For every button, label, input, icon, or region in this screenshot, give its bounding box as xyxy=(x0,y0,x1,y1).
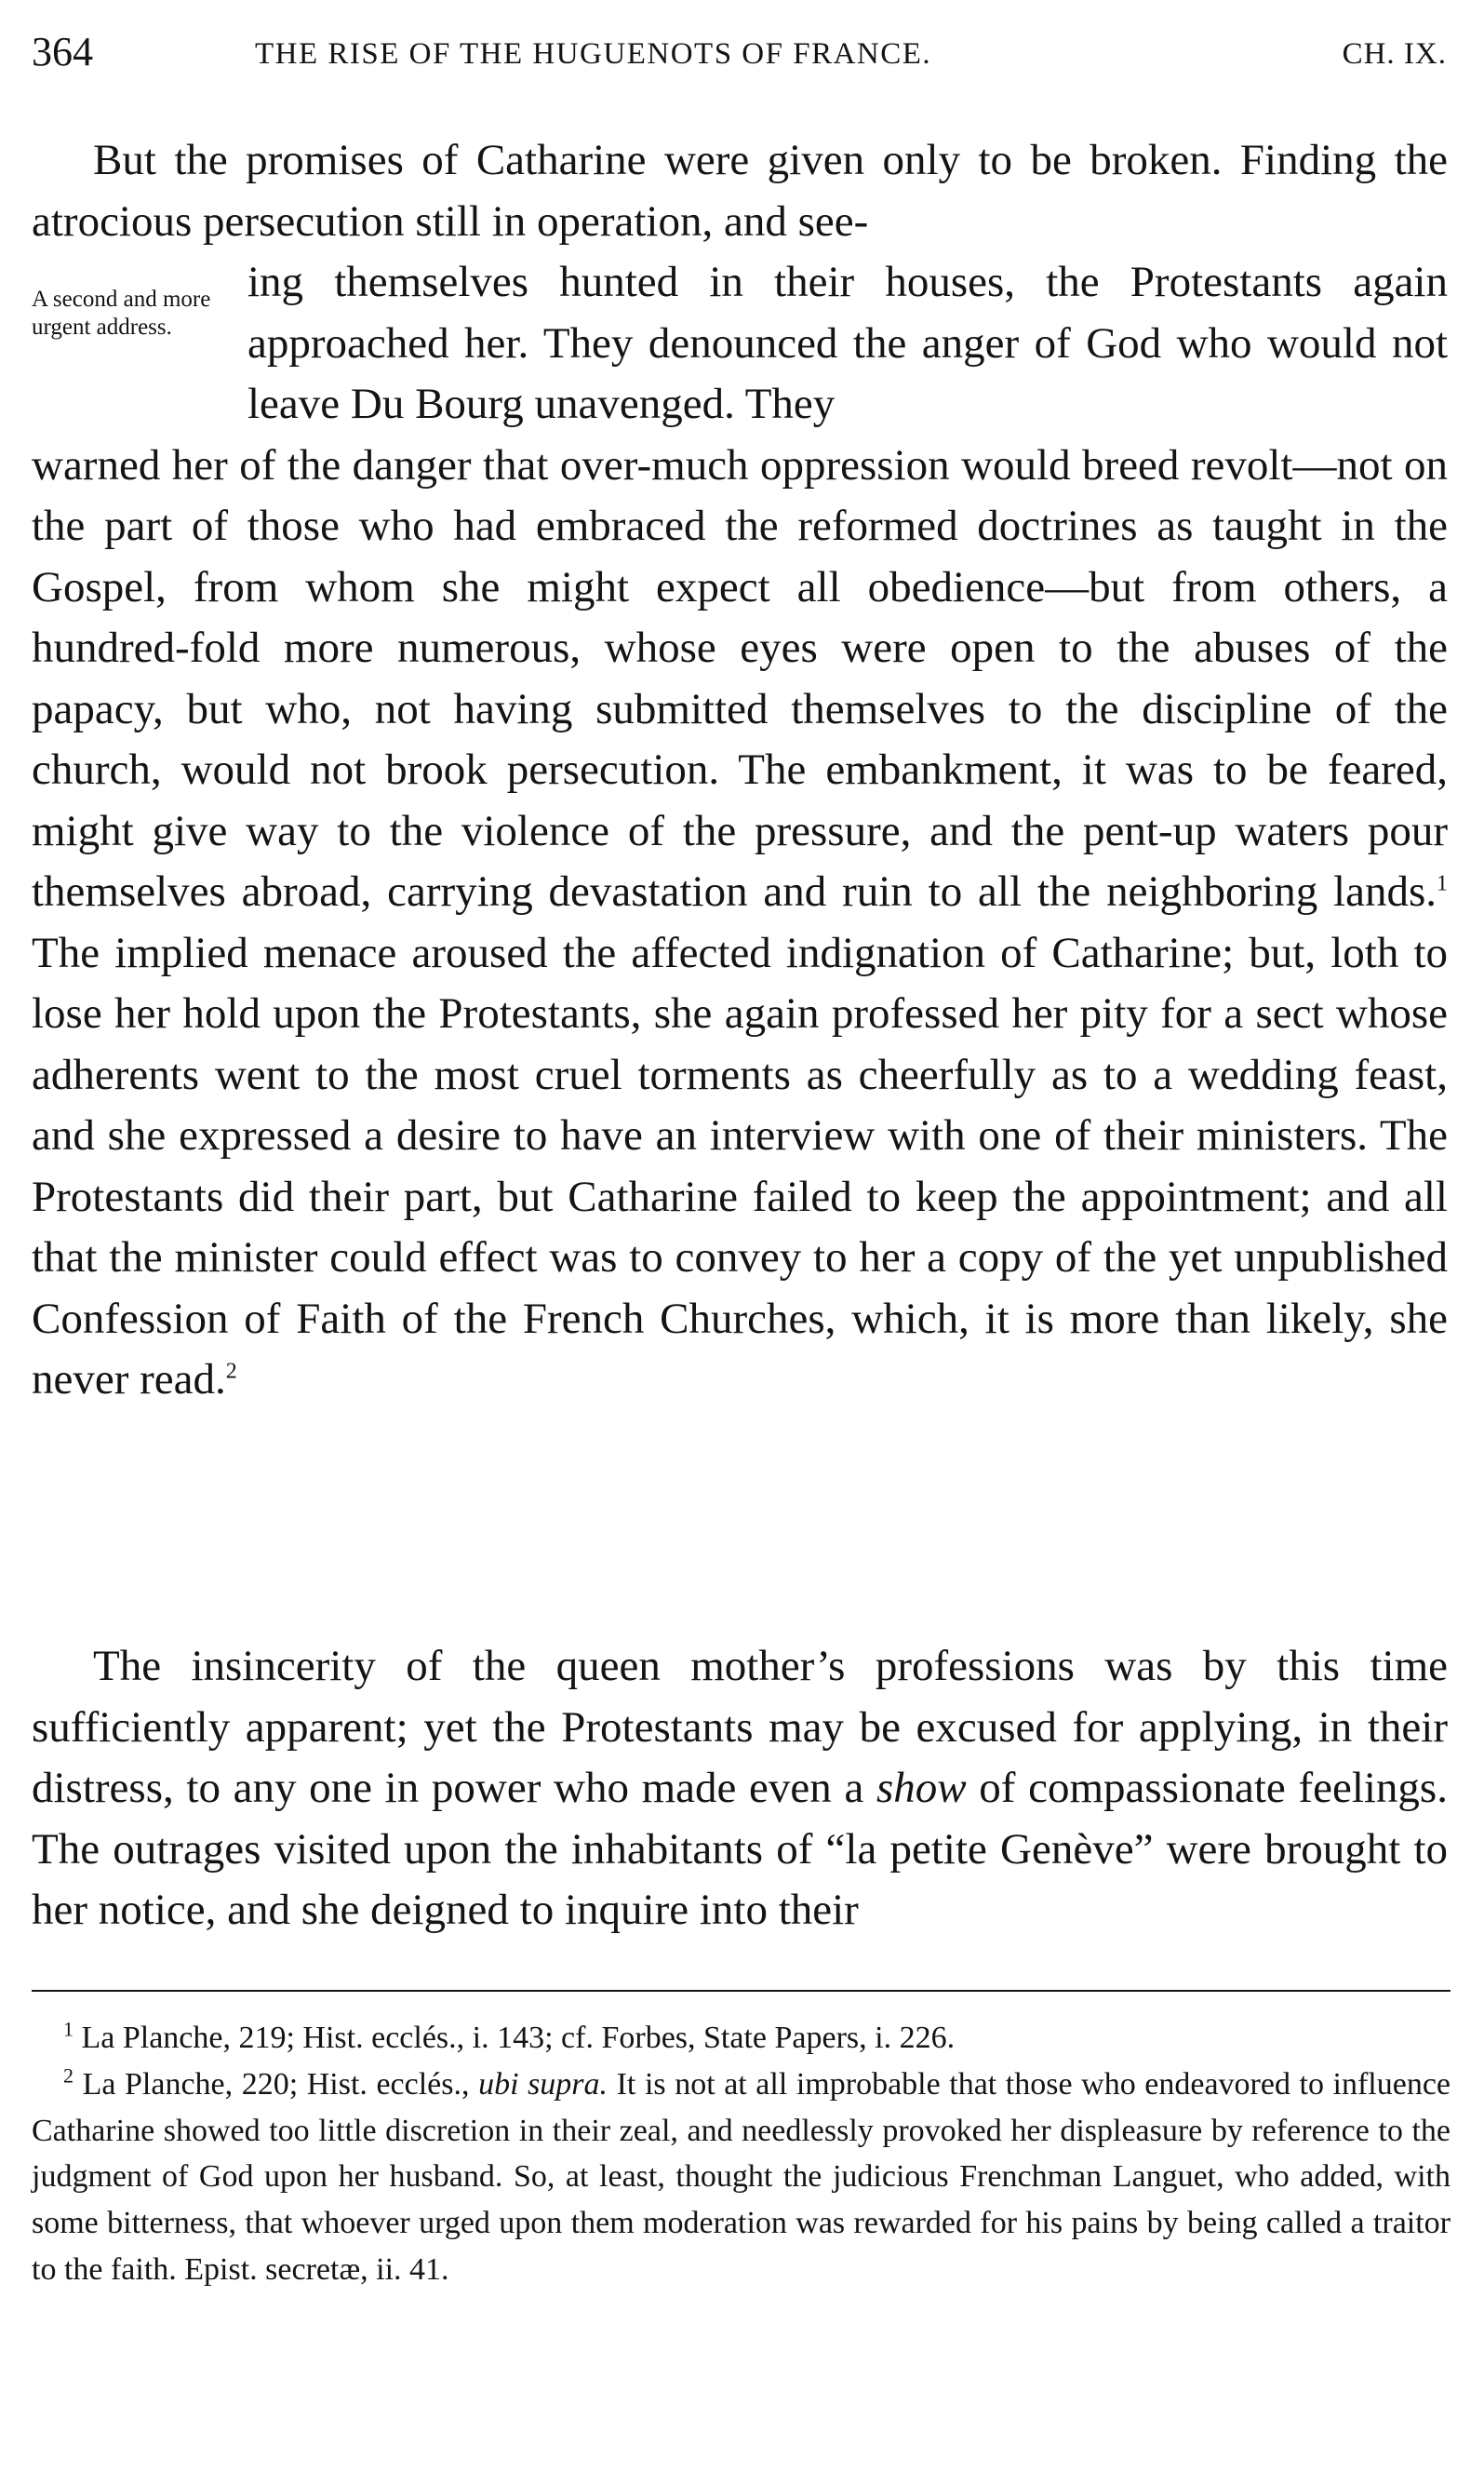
chapter-label: CH. IX. xyxy=(1342,37,1447,71)
running-title: THE RISE OF THE HUGUENOTS OF FRANCE. xyxy=(255,37,932,71)
paragraph-1-beside-note: ing themselves hunted in their houses, the Protestants again approached her. They denounced the anger of God who would not leave Du Bourg unavenged. They xyxy=(247,258,1448,428)
paragraph-1-lead: But the promises of Catharine were given only to be broken. Finding the atrocious persecution still in operation, and see- xyxy=(32,136,1448,246)
running-head xyxy=(32,24,1447,80)
footnote-2-text-a: La Planche, 220; Hist. ecclés., xyxy=(82,2066,479,2102)
footnote-ref-1[interactable]: 1 xyxy=(1437,871,1448,896)
footnote-2-italic: ubi supra. xyxy=(478,2066,608,2102)
footnote-2-marker: 2 xyxy=(63,2063,74,2088)
paragraph-2-text-a: The insincerity of the queen mother’s professions was by this time sufficiently apparent; yet the Protestants may be excused for applying, in their distress, to any one in power who made even a xyxy=(32,1642,1448,1812)
footnote-1-marker: 1 xyxy=(63,2017,74,2041)
footnote-ref-2[interactable]: 2 xyxy=(225,1359,237,1384)
footnote-2-text-b: It is not at all improbable that those who endeavored to influence Catharine showed too little discretion in their zeal, and needlessly provoked her displeasure by reference to the judgment of God upon her husband. So, at least, thought the judicious Frenchman Languet, who added, with some bitterness, that whoever urged upon them moderation was rewarded for his pains by being called a traitor to the faith. Epist. secretæ, ii. 41. xyxy=(32,2066,1451,2287)
footnote-2 xyxy=(32,2062,1451,2293)
paragraph-2-text-b: of compassionate feelings. The outrages visited upon the inhabitants of “la petite Genève” were brought to her notice, and she deigned to inquire into their xyxy=(32,1764,1448,1934)
sidenote-block xyxy=(32,252,1448,436)
footnote-1-text: La Planche, 219; Hist. ecclés., i. 143; cf. Forbes, State Papers, i. 226. xyxy=(81,2021,956,2055)
paragraph-2 xyxy=(32,1636,1448,1941)
emphasis-show: show xyxy=(876,1764,967,1812)
footnote-divider xyxy=(32,1990,1451,1992)
paragraph-1-text-a: warned her of the danger that over-much oppression would breed revolt—not on the part of those who had embraced the reformed doctrines as taught in the Gospel, from whom she might expect all obedience—but from others, a hundred-fold more numerous, whose eyes were open to the abuses of the papacy, but who, not having submitted themselves to the discipline of the church, would not brook persecution. The embankment, it was to be feared, might give way to the violence of the pressure, and the pent-up waters pour themselves abroad, carrying devastation and ruin to all the neighboring lands. xyxy=(32,440,1448,916)
footnote-1 xyxy=(32,2015,1451,2062)
margin-note: A second and more urgent address. xyxy=(32,287,211,340)
paragraph-1-rest xyxy=(32,436,1448,1411)
page-number: 364 xyxy=(32,29,93,74)
paragraph-1-text-b: The implied menace aroused the affected indignation of Catharine; but, loth to lose her hold upon the Protestants, she again professed her pity for a sect whose adherents went to the most cruel torments as cheerfully as to a wedding feast, and she expressed a desire to have an interview with one of their ministers. The Protestants did their part, but Catharine failed to keep the appointment; and all that the minister could effect was to convey to her a copy of the yet unpublished Confession of Faith of the French Churches, which, it is more than likely, she never read. xyxy=(32,928,1448,1404)
footnotes xyxy=(32,2015,1451,2293)
paragraph-1 xyxy=(32,130,1448,1411)
